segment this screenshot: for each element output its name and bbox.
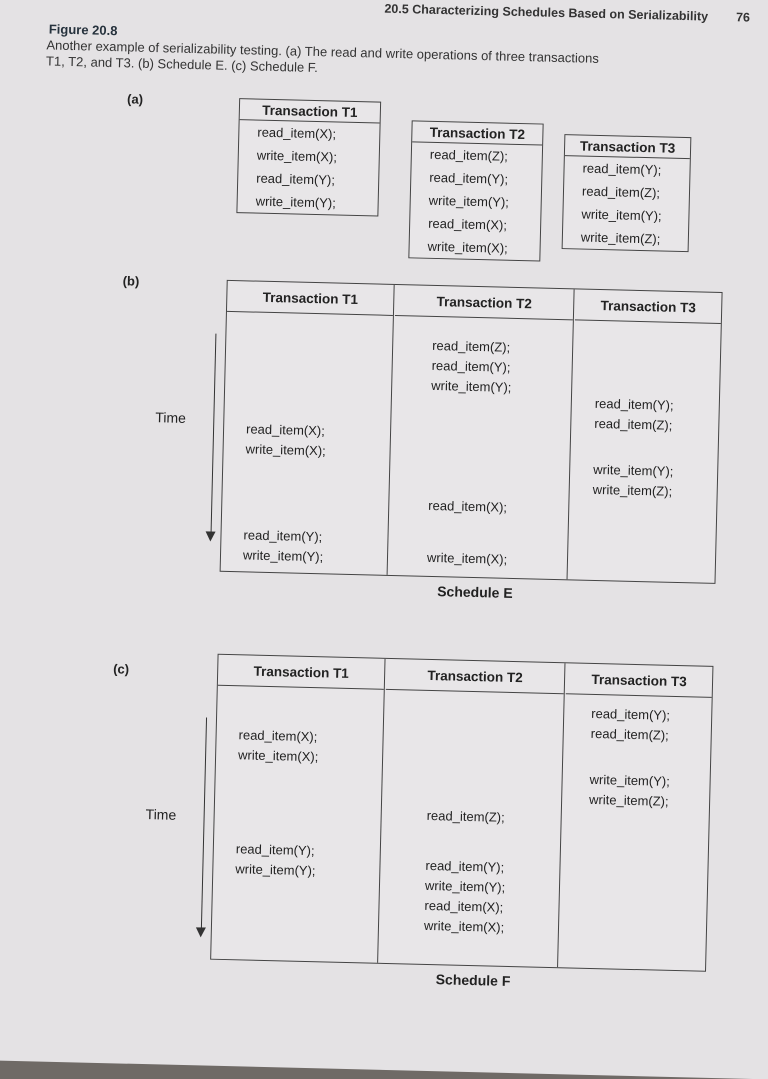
op: write_item(Y);	[235, 861, 316, 879]
op: read_item(Y);	[243, 527, 323, 545]
schedule-f-caption: Schedule F	[435, 971, 511, 990]
op: read_item(Y);	[582, 160, 662, 178]
op: read_item(Z);	[594, 415, 673, 433]
op: read_item(X);	[257, 124, 337, 142]
op: read_item(Z);	[426, 807, 505, 825]
schedule-f-table	[210, 654, 713, 972]
schedule-f-col-t1	[211, 655, 385, 963]
op: read_item(Z);	[590, 725, 669, 743]
time-label: Time	[155, 409, 187, 426]
op-group	[589, 770, 670, 812]
op: read_item(X);	[424, 897, 504, 915]
transaction-t3-header: Transaction T3	[565, 135, 690, 159]
op: read_item(Z);	[432, 337, 511, 355]
op-group	[243, 525, 324, 567]
op-group	[431, 336, 513, 398]
op-group	[245, 419, 326, 461]
op: read_item(X);	[238, 727, 318, 745]
col-header: Transaction T3	[575, 289, 722, 324]
op: read_item(Z);	[581, 183, 661, 201]
op: read_item(Y);	[256, 170, 336, 188]
op: write_item(X);	[427, 238, 508, 256]
schedule-f-col-t3	[559, 663, 712, 970]
op: read_item(Y);	[235, 841, 315, 859]
op: write_item(X);	[245, 441, 326, 459]
op: write_item(Y);	[424, 877, 506, 895]
op: write_item(Y);	[431, 377, 512, 395]
schedule-e-caption: Schedule E	[437, 583, 513, 601]
part-a-label: (a)	[126, 91, 144, 107]
figure-caption: Another example of serializability testing. (a) The read and write operations of three transactions T1, T2, and T3. (b) Schedule E. (c) Schedule F.	[45, 37, 600, 76]
schedule-e-col-t2	[389, 285, 575, 579]
time-label: Time	[145, 806, 177, 823]
col-header: Transaction T2	[395, 285, 574, 320]
op: write_item(Y);	[255, 193, 337, 211]
op: write_item(Y);	[589, 771, 670, 789]
transaction-t1-box	[236, 98, 381, 216]
transaction-t2-header: Transaction T2	[412, 121, 542, 145]
col-header: Transaction T1	[227, 281, 394, 316]
section-title: 20.5 Characterizing Schedules Based on Serializability	[384, 1, 709, 24]
schedule-e-col-t1	[221, 281, 395, 575]
time-arrow-icon	[205, 531, 215, 541]
op: write_item(X);	[237, 747, 319, 765]
time-axis	[211, 334, 217, 534]
op: write_item(Z);	[588, 791, 669, 809]
op: read_item(X);	[245, 421, 326, 439]
transaction-t1-header: Transaction T1	[240, 99, 380, 123]
op-group	[426, 806, 504, 828]
transaction-t3-box	[562, 134, 692, 252]
op: write_item(X);	[256, 147, 338, 165]
op: write_item(X);	[423, 917, 505, 935]
op: read_item(Y);	[429, 169, 509, 187]
op: read_item(Y);	[594, 395, 674, 413]
col-header: Transaction T2	[386, 659, 565, 694]
op: write_item(X);	[426, 549, 508, 567]
time-arrow-icon	[196, 927, 206, 937]
op: read_item(Z);	[429, 146, 509, 164]
op: read_item(Y);	[591, 705, 671, 723]
op: read_item(Y);	[431, 357, 511, 375]
schedule-e-table	[220, 280, 723, 584]
time-axis	[201, 717, 207, 929]
op-group	[238, 725, 319, 767]
op-group	[594, 394, 674, 436]
op: write_item(Z);	[592, 481, 673, 499]
op: write_item(Z);	[580, 229, 661, 247]
part-b-label: (b)	[122, 273, 140, 289]
col-header: Transaction T1	[218, 655, 385, 690]
schedule-e-col-t3	[569, 289, 722, 582]
op-group	[424, 856, 506, 938]
running-header	[384, 2, 750, 25]
op-group	[591, 704, 671, 746]
page-number: 76	[735, 10, 751, 25]
op: write_item(Y);	[581, 206, 662, 224]
op-group	[592, 460, 673, 502]
col-header: Transaction T3	[566, 663, 713, 698]
figure-number: Figure 20.8	[48, 21, 118, 39]
op: write_item(Y);	[428, 192, 510, 210]
op: write_item(Y);	[242, 547, 324, 565]
transaction-t2-box	[408, 120, 543, 261]
schedule-f-col-t2	[379, 659, 565, 967]
op: read_item(Y);	[425, 857, 505, 875]
part-c-label: (c)	[113, 661, 130, 677]
op-group	[428, 496, 507, 518]
op: write_item(Y);	[593, 461, 674, 479]
op-group	[427, 548, 508, 570]
op: read_item(X);	[428, 497, 508, 515]
op-group	[235, 839, 316, 881]
op: read_item(X);	[428, 215, 508, 233]
